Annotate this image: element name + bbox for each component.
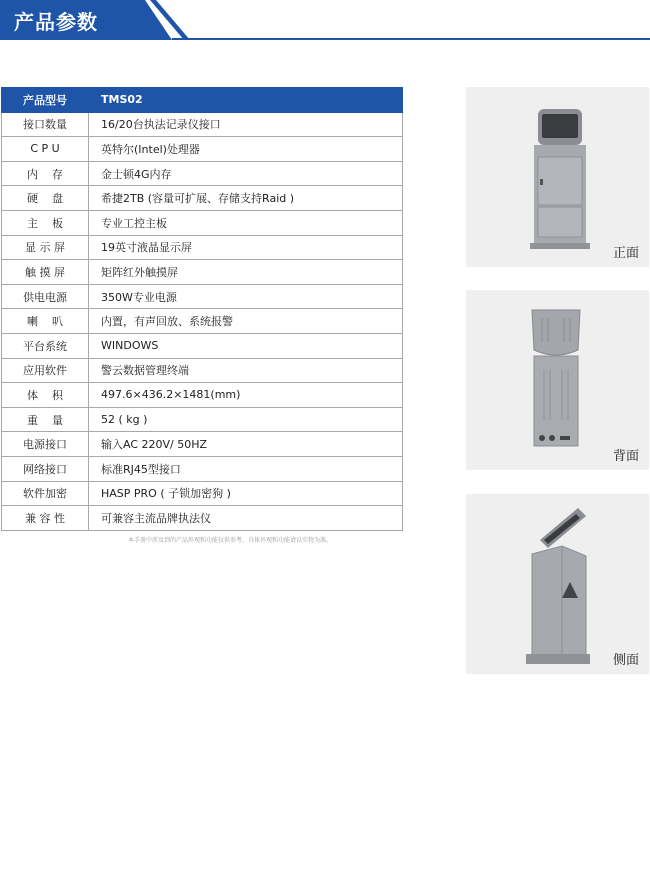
table-row [2,407,403,432]
header-rule [172,38,650,40]
spec-label: 喇 叭 [2,309,89,334]
spec-label: 兼 容 性 [2,506,89,531]
section-header [0,0,650,42]
spec-label: 软件加密 [2,481,89,506]
table-row [2,383,403,408]
spec-value: 52 ( kg ) [89,407,403,432]
kiosk-side-image [466,494,649,674]
caption-back: 背面 [612,449,639,464]
table-row [2,260,403,285]
spec-label: 网络接口 [2,456,89,481]
table-row [2,456,403,481]
spec-label: 显 示 屏 [2,235,89,260]
spec-value: 矩阵红外触摸屏 [89,260,403,285]
spec-value: 希捷2TB (容量可扩展、存储支持Raid ) [89,186,403,211]
spec-value: 标准RJ45型接口 [89,456,403,481]
spec-label: 体 积 [2,383,89,408]
kiosk-front-image [466,87,649,267]
spec-value: 497.6×436.2×1481(mm) [89,383,403,408]
spec-label: 应用软件 [2,358,89,383]
spec-value: WINDOWS [89,333,403,358]
table-row [2,137,403,162]
model-label: 产品型号 [2,88,89,113]
disclaimer-note: 本手册中涉及到的产品外观和功能仅供参考，具体外观和功能请以实物为准。 [128,537,333,544]
photo-front [466,87,649,267]
caption-front: 正面 [612,246,639,261]
spec-label: 硬 盘 [2,186,89,211]
photo-back [466,290,649,470]
spec-value: HASP PRO ( 子锁加密狗 ) [89,481,403,506]
spec-label: 主 板 [2,210,89,235]
caption-side: 侧面 [612,653,639,668]
page-title: 产品参数 [14,10,98,34]
table-row [2,506,403,531]
spec-value: 专业工控主板 [89,210,403,235]
table-row [2,333,403,358]
table-row [2,481,403,506]
table-row [2,309,403,334]
spec-value: 英特尔(Intel)处理器 [89,137,403,162]
spec-label: 内 存 [2,161,89,186]
table-row [2,284,403,309]
table-row [2,432,403,457]
table-header-row [2,88,403,113]
spec-value: 350W专业电源 [89,284,403,309]
table-row [2,186,403,211]
table-row [2,235,403,260]
photo-side [466,494,649,674]
spec-label: 供电电源 [2,284,89,309]
spec-label: 接口数量 [2,112,89,137]
spec-label: C P U [2,137,89,162]
spec-value: 16/20台执法记录仪接口 [89,112,403,137]
spec-value: 19英寸液晶显示屏 [89,235,403,260]
spec-label: 重 量 [2,407,89,432]
spec-table [1,87,403,531]
table-row [2,210,403,235]
model-value: TMS02 [89,88,403,113]
spec-label: 平台系统 [2,333,89,358]
table-row [2,358,403,383]
spec-value: 内置，有声回放、系统报警 [89,309,403,334]
spec-value: 金士顿4G内存 [89,161,403,186]
spec-value: 警云数据管理终端 [89,358,403,383]
spec-value: 输入AC 220V/ 50HZ [89,432,403,457]
spec-value: 可兼容主流品牌执法仪 [89,506,403,531]
spec-label: 触 摸 屏 [2,260,89,285]
spec-label: 电源接口 [2,432,89,457]
table-row [2,112,403,137]
kiosk-back-image [466,290,649,470]
table-row [2,161,403,186]
